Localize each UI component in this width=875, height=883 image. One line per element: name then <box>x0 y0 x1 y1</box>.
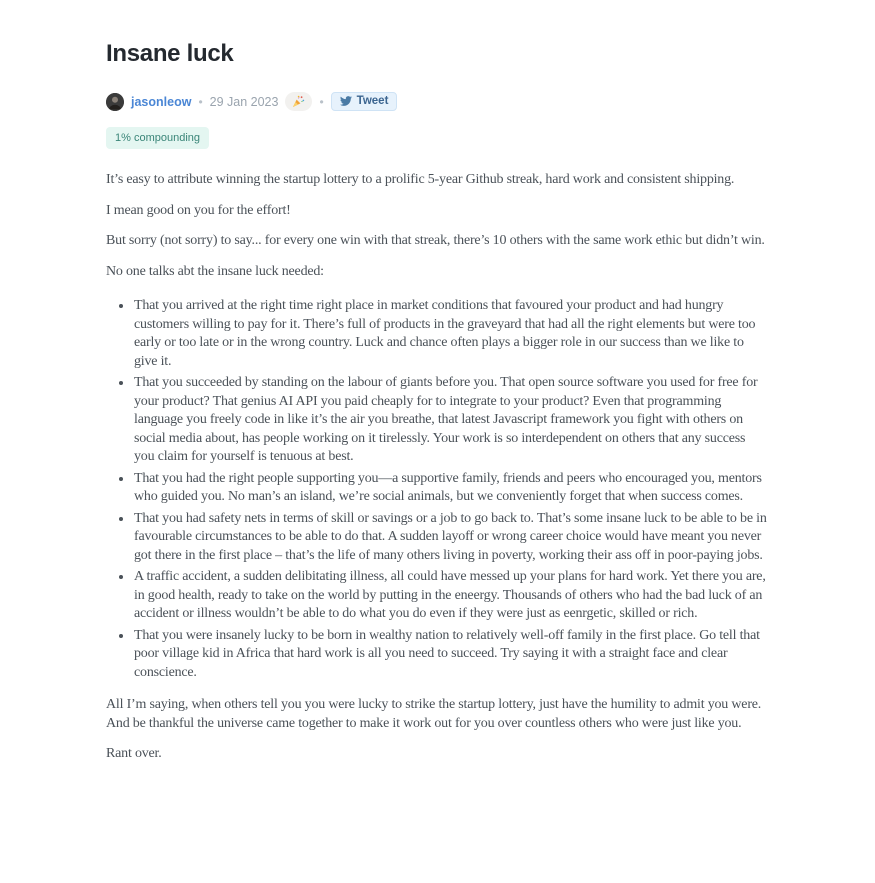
list-item: • That you had safety nets in terms of skill or savings or a job to go back to. That’s some insane luck to be able to be in favourable circumstances to be able to do that. A sudden layoff or wrong career choice would have meant you never got there in the first place – that’s the life of many others living in poverty, working their ass off in poor-paying jobs. <box>133 510 768 566</box>
author-link[interactable]: jasonleow <box>131 94 192 109</box>
paragraph: Rant over. <box>106 746 162 761</box>
paragraph: No one talks abt the insane luck needed: <box>106 263 324 279</box>
twitter-icon <box>340 95 352 107</box>
list-item: • A traffic accident, a sudden delibitating illness, all could have messed up your plans for hard work. Yet there you are, in good health, ready to take on the world by putting in the eneergy. Thousands of others who had the bad luck of an accident or illness wouldn’t be able to do what you do even if they were just as eenrgetic, skilled or rich. <box>133 568 768 624</box>
tweet-button[interactable] <box>331 92 398 111</box>
post-date: 29 Jan 2023 <box>209 94 279 109</box>
paragraph: It’s easy to attribute winning the startup lottery to a prolific 5-year Github streak, hard work and consistent shipping. <box>106 172 735 187</box>
tag-row <box>106 127 770 149</box>
intro-paragraphs <box>106 171 768 281</box>
post-body <box>106 171 768 764</box>
tweet-button-label: Tweet <box>356 95 389 107</box>
tag-pill[interactable]: 1% compounding <box>106 127 209 149</box>
paragraph: But sorry (not sorry) to say... for every one win with that streak, there’s 10 others with the same work ethic but didn’t win. <box>106 233 765 248</box>
avatar-photo <box>106 93 124 111</box>
post-container <box>106 0 770 764</box>
outro-paragraphs <box>106 696 768 764</box>
paragraph: I mean good on you for the effort! <box>106 202 291 218</box>
byline <box>106 92 770 111</box>
party-popper-icon <box>292 95 305 108</box>
post-title: Insane luck <box>106 40 234 67</box>
paragraph: All I’m saying, when others tell you you were lucky to strike the startup lottery, just have the humility to admit you were. And be thankful the universe came together to make it work out for you over countless others who were just like you. <box>106 697 762 731</box>
list-item: • That you had the right people supporting you—a supportive family, friends and peers who encouraged you, mentors who guided you. No man’s an island, we’re social animals, but we conveniently forget that when success comes. <box>133 470 768 507</box>
reaction-badge[interactable] <box>285 92 312 111</box>
byline-separator: • <box>198 94 203 109</box>
byline-separator: • <box>319 94 324 109</box>
luck-list <box>106 297 768 682</box>
list-item: • That you succeeded by standing on the labour of giants before you. That open source software you used for free for your product? That genius AI API you paid cheaply for to integrate to your product? Even that programming language you freely code in like it’s the air you breathe, that latest Javascript framework you fight with others on social media about, has people working on it tirelessly. Your work is so interdependent on others that any success you claim for yourself is tenuous at best. <box>133 374 768 467</box>
list-item: • That you were insanely lucky to be born in wealthy nation to relatively well-off family in the first place. Go tell that poor village kid in Africa that hard work is all you need to succeed. Try saying it with a straight face and clear conscience. <box>133 627 768 683</box>
avatar[interactable] <box>106 93 124 111</box>
list-item: • That you arrived at the right time right place in market conditions that favoured your product and had hungry customers willing to pay for it. There’s full of products in the graveyard that had all the right elements but were too early or too late or in the wrong country. Luck and chance often plays a bigger role in our success than we like to give it. <box>133 297 768 371</box>
